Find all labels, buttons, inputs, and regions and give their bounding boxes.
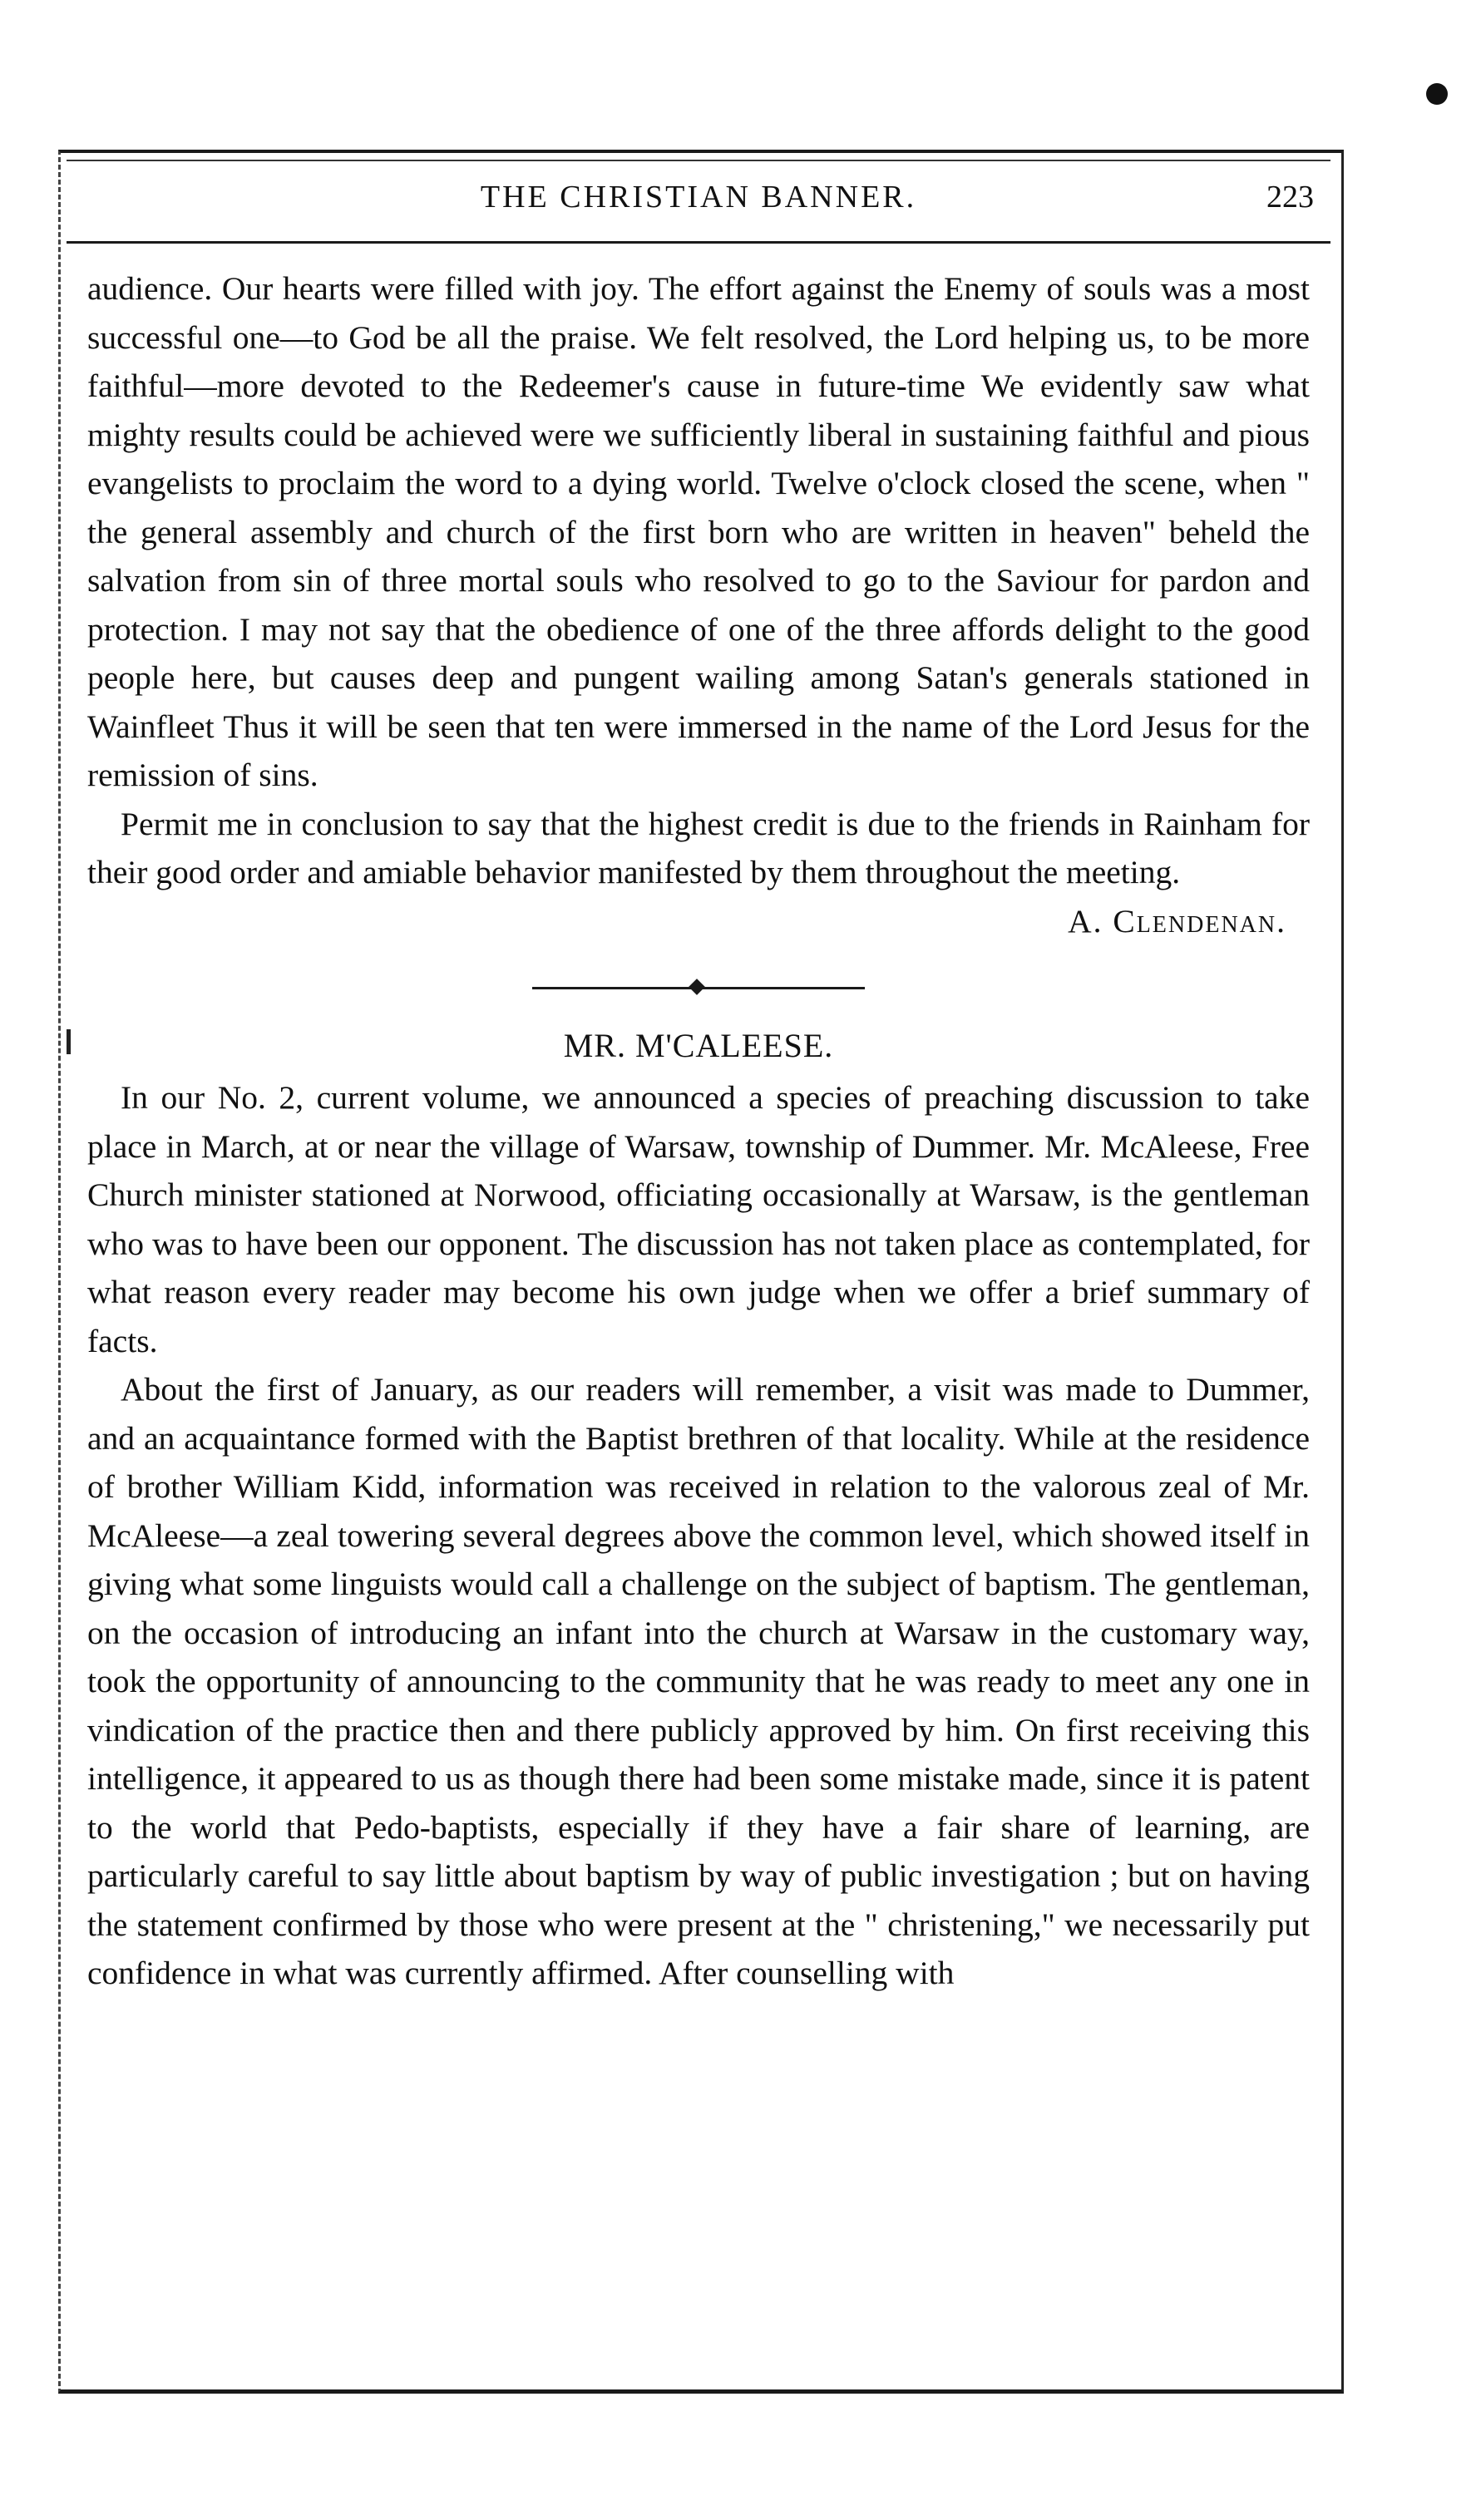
paragraph: About the first of January, as our readers will remember, a visit was made to Dummer, and an acquaintance formed with the Baptist brethren of that locality. While at the residence of brother William Kidd, information was received in relation to the valorous zeal of Mr. McAleese—a zeal towering several degrees above the common level, which showed itself in giving what some linguists would call a challenge on the subject of baptism. The gentleman, on the occasion of introducing an infant into the church at Warsaw in the customary way, took the opportunity of announcing to the community that he was ready to meet any one in vindication of the practice then and there publicly approved by him. On first receiving this intelligence, it appeared to us as though there had been some mistake made, since it is patent to the world that Pedo-baptists, especially if they have a fair share of learning, are particularly careful to say little about baptism by way of public investigation ; but on having the statement confirmed by those who were present at the " christening," we necessarily put confidence in what was currently affirmed. After counselling with [87,1371,1310,1991]
paragraph: audience. Our hearts were filled with joy. The effort against the Enemy of souls was a most successful one—to God be all the praise. We felt resolved, the Lord helping us, to be more faithful—more devoted to the Redeemer's cause in future-time We evidently saw what mighty results could be achieved were we sufficiently liberal in sustaining faithful and pious evangelists to proclaim the word to a dying world. Twelve o'clock closed the scene, when " the general assembly and church of the first born who are written in heaven" beheld the salvation from sin of three mortal souls who resolved to go to the Saviour for pardon and protection. I may not say that the obedience of one of the three affords delight to the good people here, but causes deep and pungent wailing among Satan's generals stationed in Wainfleet Thus it will be seen that ten were immersed in the name of the Lord Jesus for the remission of sins. [87,270,1310,793]
margin-mark [67,1029,71,1054]
page-header [75,179,1322,229]
section-divider [87,969,1310,1017]
page-body [87,264,1310,1998]
page-number: 223 [1266,180,1314,215]
article-report [87,264,1310,945]
article-mccaleese [87,1020,1310,1998]
ink-dot [1426,83,1448,105]
paragraph: Permit me in conclusion to say that the highest credit is due to the friends in Rainham for their good order and amiable behavior manifested by them throughout the meeting. [87,805,1310,890]
article-title: MR. M'CALEESE. [563,1027,834,1064]
signature: A. Clendenan. [1068,902,1286,939]
header-rule [67,241,1330,244]
running-title: THE CHRISTIAN BANNER. [480,180,917,215]
top-inner-rule [67,160,1330,161]
divider-ornament-icon [689,979,705,995]
paragraph: In our No. 2, current volume, we announced a species of preaching discussion to take place in March, at or near the village of Warsaw, township of Dummer. Mr. McAleese, Free Church minister stationed at Norwood, officiating occasionally at Warsaw, is the gentleman who was to have been our opponent. The discussion has not taken place as contemplated, for what reason every reader may become his own judge when we offer a brief summary of facts. [87,1079,1310,1359]
